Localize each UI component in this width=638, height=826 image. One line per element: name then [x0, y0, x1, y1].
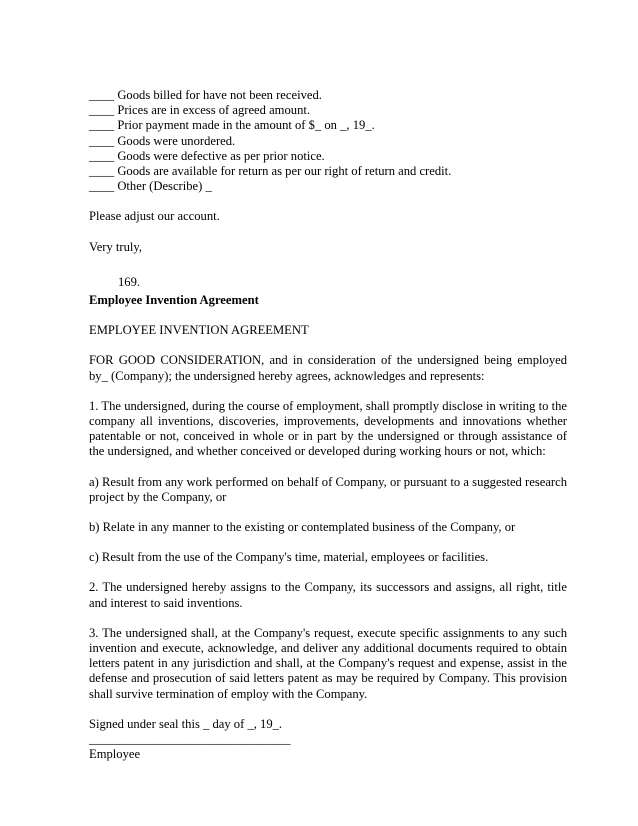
checklist-item: ____ Prices are in excess of agreed amount. — [89, 103, 311, 118]
form-heading: Employee Invention Agreement — [89, 293, 259, 308]
closing-line: Very truly, — [89, 239, 143, 254]
clause-c: c) Result from the use of the Company's time, material, employees or facilities. — [89, 550, 489, 565]
signature-label: Employee — [89, 747, 141, 762]
disclosure-paragraph: 1. The undersigned, during the course of employment, shall promptly disclose in writing to the company all inventions, discoveries, improvements, developments and innovations whether patentable or not, conceived in whole or in part by the undersigned or through assistance of the undersigned, and whether conceived or developed during working hours or not, which: — [89, 398, 567, 459]
signed-under-seal-line: Signed under seal this _ day of _, 19_. — [89, 716, 283, 731]
form-title: EMPLOYEE INVENTION AGREEMENT — [89, 323, 309, 338]
checklist-item: ____ Goods are available for return as per our right of return and credit. — [89, 164, 452, 179]
checklist-item: ____ Prior payment made in the amount of $_ on _, 19_. — [89, 118, 375, 133]
checklist-item: ____ Goods were defective as per prior notice. — [89, 148, 325, 163]
assignment-paragraph: 2. The undersigned hereby assigns to the Company, its successors and assigns, all right, title and interest to said inventions. — [89, 580, 567, 610]
clause-a: a) Result from any work performed on behalf of Company, or pursuant to a suggested research project by the Company, or — [89, 474, 567, 504]
checklist-item: ____ Goods billed for have not been received. — [89, 88, 322, 102]
clause-b: b) Relate in any manner to the existing or contemplated business of the Company, or — [89, 520, 516, 535]
signature-rule: ________________________________ — [89, 732, 291, 747]
checklist — [89, 88, 567, 194]
checklist-item: ____ Goods were unordered. — [89, 133, 236, 148]
checklist-item: ____ Other (Describe) _ — [89, 179, 212, 194]
document-page — [89, 88, 567, 763]
cooperation-paragraph: 3. The undersigned shall, at the Company's request, execute specific assignments to any such invention and execute, acknowledge, and deliver any additional documents required to obtain letters patent in any jurisdiction and shall, at the Company's request and expense, assist in the defense and prosecution of said letters patent as may be required by Company. This provision shall survive termination of employ with the Company. — [89, 625, 567, 701]
page-number: 169. — [118, 274, 141, 289]
consideration-paragraph: FOR GOOD CONSIDERATION, and in consideration of the undersigned being employed by_ (Company); the undersigned hereby agrees, acknowledges and represents: — [89, 353, 567, 383]
adjust-account-line: Please adjust our account. — [89, 209, 220, 224]
